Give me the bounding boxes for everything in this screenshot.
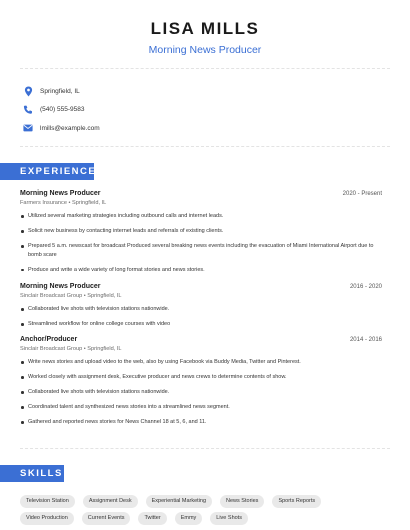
experience-divider (20, 448, 390, 449)
job-bullets (20, 305, 382, 329)
employer-location: Springfield, IL (87, 293, 122, 299)
skills-heading: SKILLS (0, 465, 64, 482)
skill-chip: News Stories (220, 495, 264, 508)
job-bullets (20, 358, 382, 427)
skill-chip: Television Station (20, 495, 75, 508)
skill-chip: Current Events (82, 512, 131, 525)
employer-location: Springfield, IL (87, 346, 122, 352)
envelope-icon (22, 122, 34, 134)
skill-chip: Video Production (20, 512, 74, 525)
location-text: Springfield, IL (40, 87, 80, 95)
list-item: Worked closely with assignment desk, Executive producer and news crews to determine contents of show. (20, 373, 382, 382)
job-employer (20, 293, 382, 299)
phone-text: (540) 555-9583 (40, 106, 85, 113)
separator-dot: • (83, 293, 88, 299)
experience-heading: EXPERIENCE (0, 163, 94, 180)
contact-location (22, 82, 100, 100)
location-pin-icon (22, 85, 34, 97)
skill-chip: Twitter (138, 512, 166, 525)
header-divider (20, 68, 390, 69)
experience-entry-1 (20, 190, 382, 281)
contact-info (22, 82, 100, 138)
contact-email (22, 119, 100, 137)
job-employer (20, 200, 382, 206)
employer-location: Springfield, IL (72, 200, 107, 206)
job-title: Anchor/Producer (20, 336, 78, 343)
candidate-name: LISA MILLS (150, 19, 260, 38)
experience-entry-2 (20, 283, 382, 335)
list-item: Produce and write a wide variety of long format stories and news stories. (20, 266, 382, 275)
job-dates: 2016 - 2020 (349, 284, 382, 290)
employer-name: Sinclair Broadcast Group (20, 293, 83, 299)
list-item: Collaborated live shots with television stations nationwide. (20, 388, 382, 397)
list-item: Utilized several marketing strategies including outbound calls and internet leads. (20, 212, 382, 221)
skills-list (20, 495, 390, 529)
phone-icon (22, 104, 34, 116)
separator-dot: • (68, 200, 73, 206)
list-item: Collaborated live shots with television stations nationwide. (20, 305, 382, 314)
job-dates: 2014 - 2016 (349, 337, 382, 343)
skill-chip: Experiential Marketing (146, 495, 212, 508)
job-bullets (20, 212, 382, 274)
separator-dot: • (83, 346, 88, 352)
list-item: Write news stories and upload video to the web, also by using Facebook via Buddy Media, Twitter and Pinterest. (20, 358, 382, 367)
skill-chip: Emmy (175, 512, 203, 525)
list-item: Gathered and reported news stories for News Channel 18 at 5, 6, and 11. (20, 418, 382, 427)
employer-name: Sinclair Broadcast Group (20, 346, 83, 352)
list-item: Streamlined workflow for online college courses with video (20, 320, 382, 329)
email-text[interactable]: lmills@example.com (40, 124, 100, 132)
skill-chip: Assignment Desk (83, 495, 138, 508)
skill-chip: Sports Reports (272, 495, 321, 508)
experience-entry-3 (20, 336, 382, 433)
job-title: Morning News Producer (20, 190, 101, 197)
employer-name: Farmers Insurance (20, 200, 67, 206)
list-item: Coordinated talent and synthesized news stories into a streamlined news segment. (20, 403, 382, 412)
list-item: Prepared 5 a.m. newscast for broadcast Produced several breaking news events including the evacuation of Miami International Airport due to bomb scare (20, 242, 382, 259)
job-title: Morning News Producer (20, 283, 101, 290)
candidate-title: Morning News Producer (148, 44, 262, 56)
skill-chip: Live Shots (210, 512, 248, 525)
contact-phone (22, 101, 100, 119)
list-item: Solicit new business by contacting internet leads and referrals of existing clients. (20, 227, 382, 236)
job-dates: 2020 - Present (342, 191, 382, 197)
job-employer (20, 346, 382, 352)
contact-divider (20, 146, 390, 147)
resume-header (0, 0, 410, 57)
